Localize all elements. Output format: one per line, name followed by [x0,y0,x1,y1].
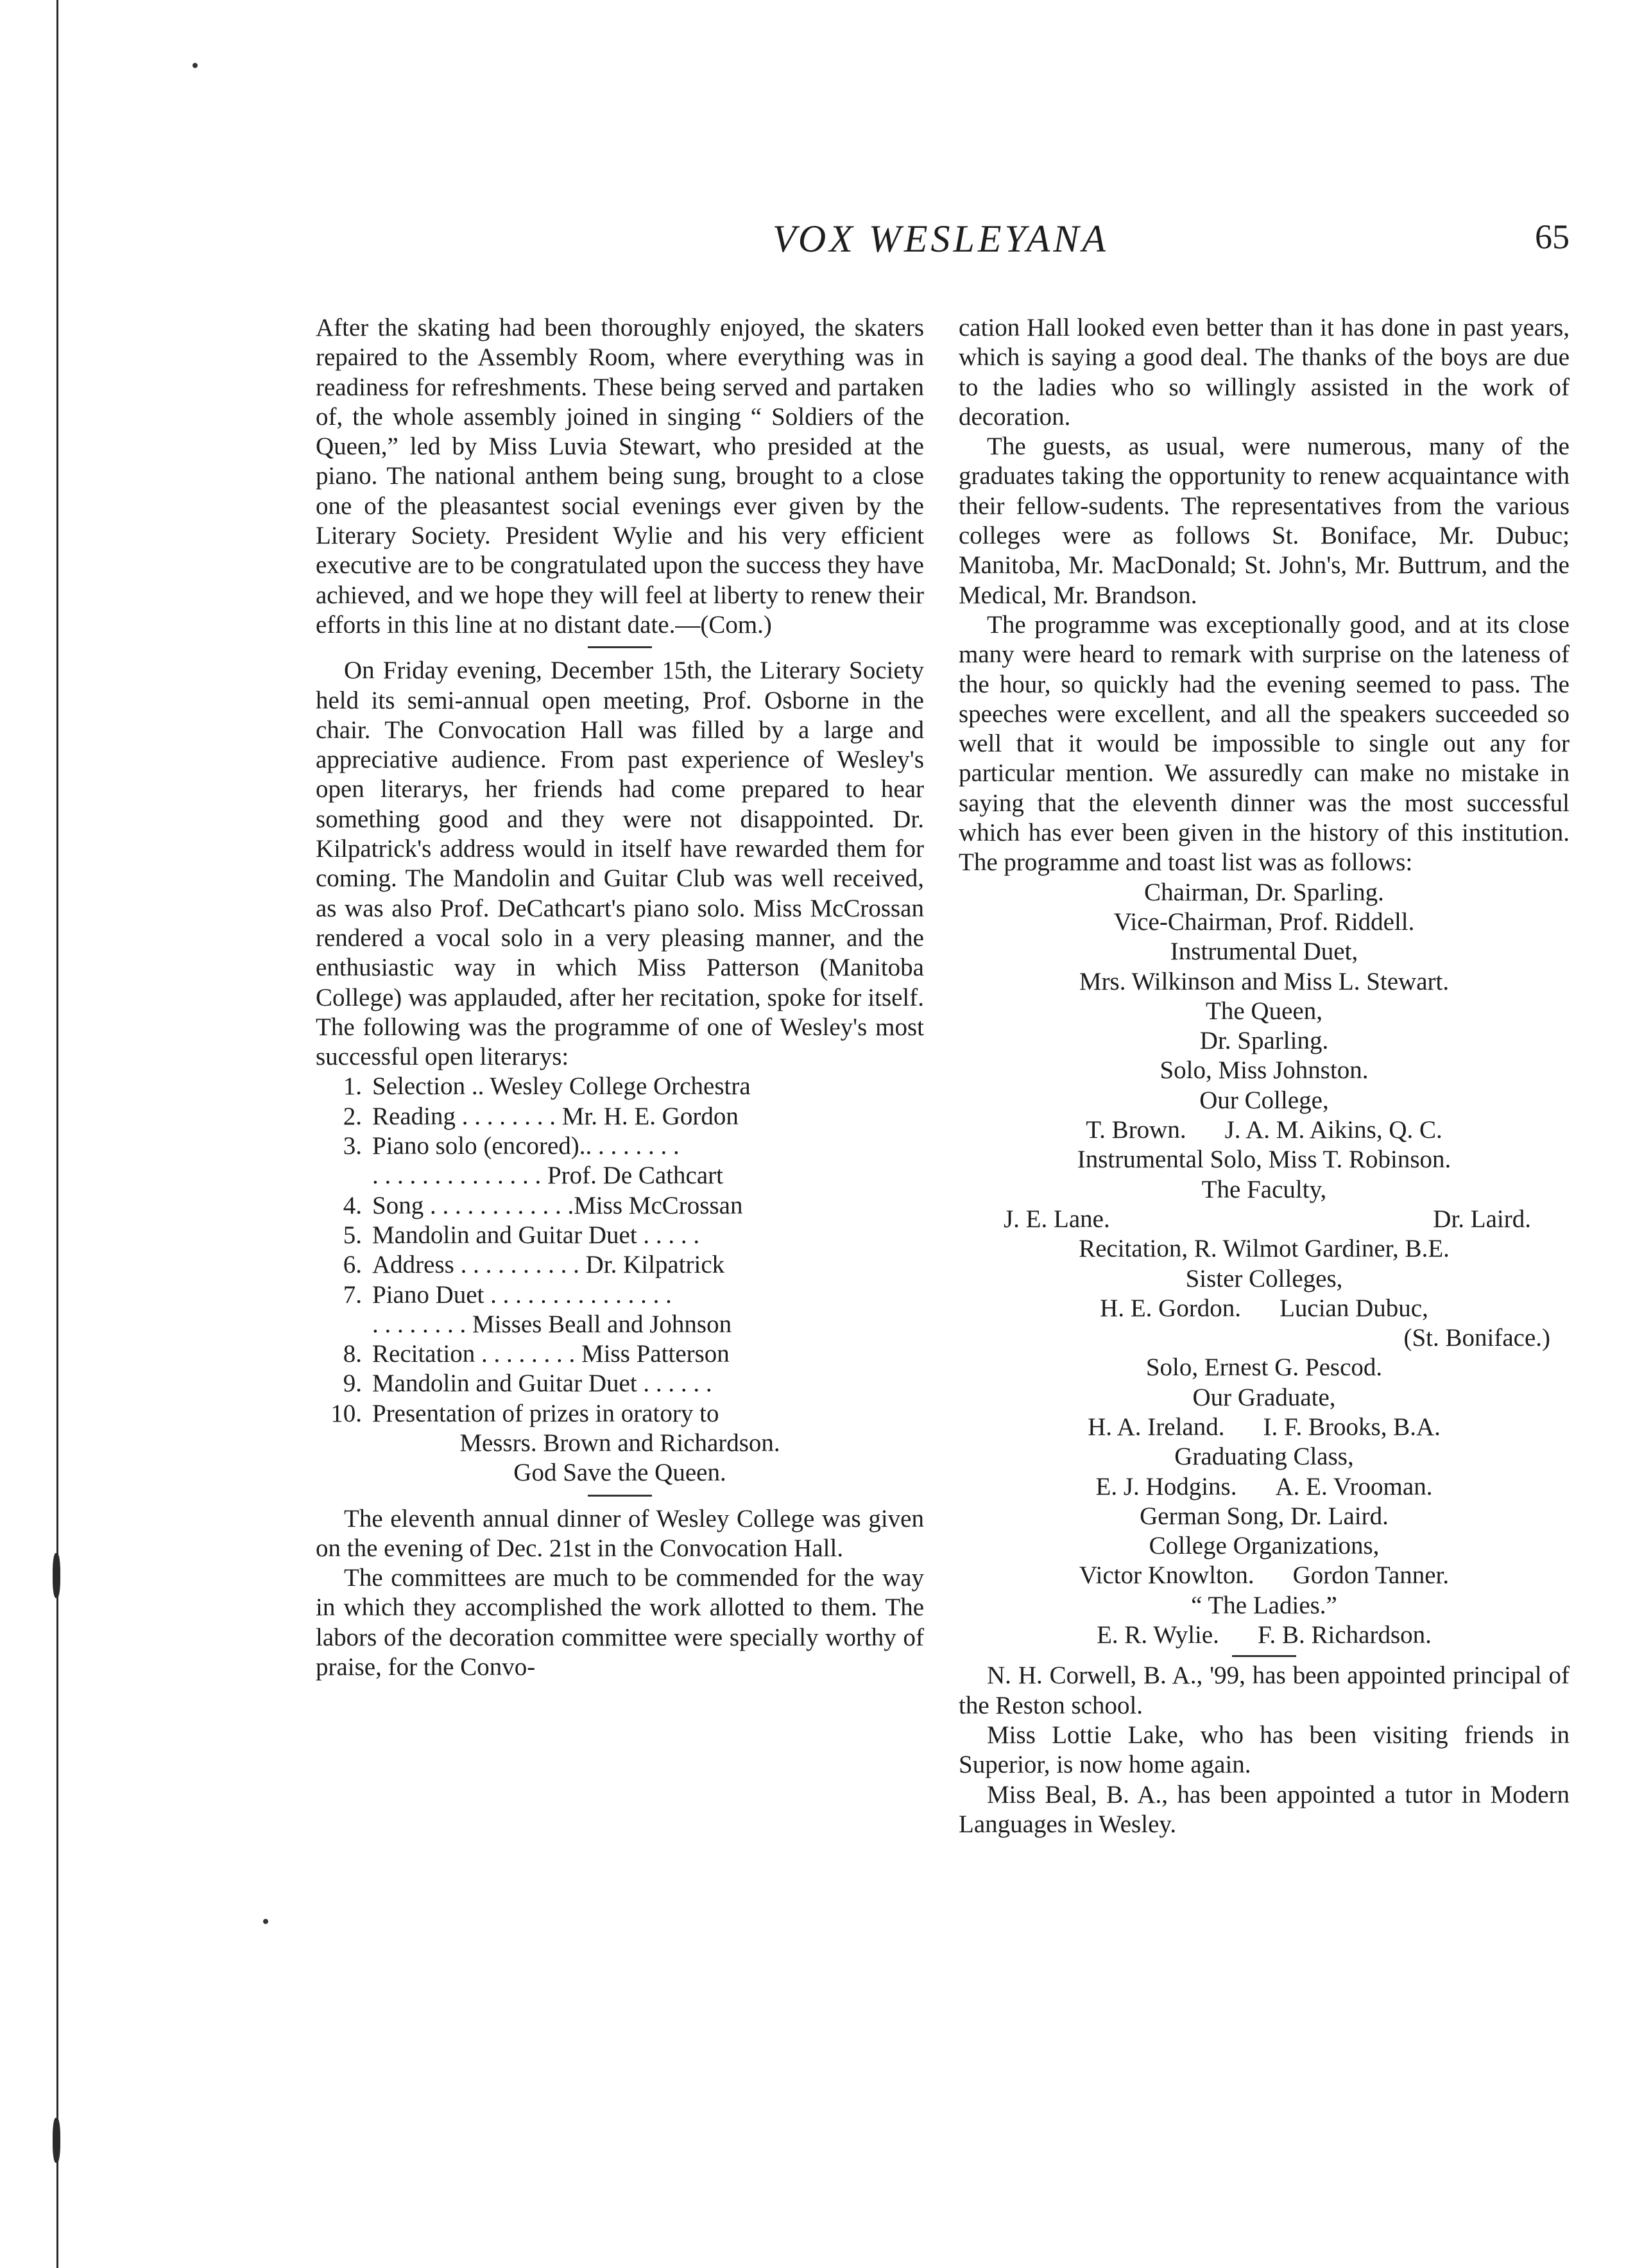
programme-item: 1. Selection .. Wesley College Orchestra [343,1072,751,1101]
toast-line: Instrumental Duet, [1170,938,1358,966]
toast-line: The Queen, [1206,997,1322,1025]
toast-line: The Faculty, [1201,1175,1327,1203]
programme-item: 6. Address . . . . . . . . . . Dr. Kilpatrick [343,1251,725,1279]
speck [263,1919,268,1924]
toast-responders: T. Brown. J. A. M. Aikins, Q. C. [1086,1116,1442,1144]
toast-line: (St. Boniface.) [1403,1324,1550,1352]
toast-line: Solo, Miss Johnston. [1160,1056,1369,1085]
toast-responders: E. R. Wylie. F. B. Richardson. [1097,1621,1432,1649]
toast-responders: E. J. Hodgins. A. E. Vrooman. [1095,1472,1433,1500]
section-rule [588,646,652,648]
toast-line: Vice-Chairman, Prof. Riddell. [1113,907,1415,936]
news-note: Miss Lottie Lake, who has been visiting friends in Superior, is now home again. [959,1721,1570,1779]
paragraph: The guests, as usual, were numerous, many of the graduates taking the opportunity to renew acquaintance with their fellow-sudents. The representatives from the various colleges were as follows St. Boniface, Mr. Dubuc; Manitoba, Mr. MacDonald; St. John's, Mr. Buttrum, and the Medical, Mr. Brandson. [959,433,1570,609]
programme-item: 9. Mandolin and Guitar Duet . . . . . . [343,1370,712,1398]
toast-responders: Victor Knowlton. Gordon Tanner. [1079,1561,1450,1590]
programme-item: 7. Piano Duet . . . . . . . . . . . . . . . [343,1280,672,1309]
left-column [316,313,924,1682]
running-title: VOX WESLEYANA [773,218,1109,260]
toast-line: Dr. Sparling. [1199,1027,1329,1055]
toast-responders: H. A. Ireland. I. F. Brooks, B.A. [1088,1413,1441,1441]
programme-continuation: Messrs. Brown and Richardson. [459,1429,780,1457]
toast-line: Sister Colleges, [1185,1264,1343,1293]
speck [193,63,198,68]
toast-line: “ The Ladies.” [1191,1591,1337,1619]
toast-line: Recitation, R. Wilmot Gardiner, B.E. [1079,1235,1450,1263]
programme-item: . . . . . . . . Misses Beall and Johnson [372,1310,732,1338]
programme-item: 10. Presentation of prizes in oratory to [330,1399,719,1427]
right-column [959,313,1570,1839]
programme-item: 3. Piano solo (encored).. . . . . . . . [343,1132,680,1160]
paragraph: After the skating had been thoroughly enjoyed, the skaters repaired to the Assembly Room, where everything was in readiness for refreshments. These being served and partaken of, the whole assembly joined in singing “ Soldiers of the Queen,” led by Miss Luvia Stewart, who presided at the piano. The national anthem being sung, brought to a close one of the pleasantest social evenings ever given by the Literary Society. President Wylie and his very efficient executive are to be congratulated upon the success they have achieved, and we hope they will feel at liberty to renew their efforts in this line at no distant date.—(Com.) [316,314,924,639]
toast-line: Instrumental Solo, Miss T. Robinson. [1077,1146,1451,1174]
page-number: 65 [1535,218,1570,256]
binding-mark [53,2118,60,2163]
toast-line: College Organizations, [1149,1532,1380,1560]
toast-line: Chairman, Dr. Sparling. [1144,878,1384,906]
toast-line: Our College, [1199,1086,1329,1114]
programme-item: 5. Mandolin and Guitar Duet . . . . . [343,1221,700,1249]
paragraph: The programme was exceptionally good, and at its close many were heard to remark with surprise on the lateness of the hour, so quickly had the evening seemed to pass. The speeches were excellent, and all the speakers succeeded so well that it would be impossible to single out any for particular mention. We assuredly can make no mistake in saying that the eleventh dinner was the most successful which has ever been given in the history of this institution. The programme and toast list was as follows: [959,610,1570,877]
programme-item: . . . . . . . . . . . . . . Prof. De Cathcart [372,1162,723,1190]
programme-item: 8. Recitation . . . . . . . . Miss Patterson [343,1340,730,1368]
page-header [312,210,1570,268]
news-note: N. H. Corwell, B. A., '99, has been appointed principal of the Reston school. [959,1662,1570,1719]
binding-edge [56,0,58,2268]
programme-item: 2. Reading . . . . . . . . Mr. H. E. Gordon [343,1102,739,1130]
toast-responders: H. E. Gordon. Lucian Dubuc, [1100,1294,1428,1322]
toast-line: Solo, Ernest G. Pescod. [1145,1353,1383,1382]
section-rule [1232,1655,1296,1657]
toast-line: German Song, Dr. Laird. [1140,1502,1389,1530]
toast-responders: J. E. Lane. Dr. Laird. [1004,1205,1531,1233]
toast-line: Mrs. Wilkinson and Miss L. Stewart. [1079,967,1450,995]
programme-close: God Save the Queen. [513,1459,726,1487]
news-note: Miss Beal, B. A., has been appointed a tutor in Modern Languages in Wesley. [959,1780,1570,1838]
section-rule [588,1495,652,1497]
binding-mark [53,1553,60,1598]
paragraph: The committees are much to be commended for the way in which they accomplished the work allotted to them. The labors of the decoration committee were specially worthy of praise, for the Convo- [316,1564,924,1681]
toast-line: Our Graduate, [1192,1383,1336,1411]
programme-list [316,1072,924,1429]
programme-item: 4. Song . . . . . . . . . . . .Miss McCrossan [343,1191,743,1219]
paragraph: cation Hall looked even better than it has done in past years, which is saying a good deal. The thanks of the boys are due to the ladies who so willingly assisted in the work of decoration. [959,314,1570,431]
paragraph: On Friday evening, December 15th, the Literary Society held its semi-annual open meeting, Prof. Osborne in the chair. The Convocation Hall was filled by a large and appreciative audience. From past experience of Wesley's open literarys, her friends had come prepared to hear something good and they were not disappointed. Dr. Kilpatrick's address would in itself have rewarded them for coming. The Mandolin and Guitar Club was well received, as was also Prof. DeCathcart's piano solo. Miss McCrossan rendered a vocal solo in a very pleasing manner, and the enthusiastic way in which Miss Patterson (Manitoba College) was applauded, after her recitation, spoke for itself. The following was the programme of one of Wesley's most successful open literarys: [316,657,924,1071]
toast-line: Graduating Class, [1174,1443,1354,1471]
paragraph: The eleventh annual dinner of Wesley College was given on the evening of Dec. 21st in the Convocation Hall. [316,1504,924,1562]
toast-list [959,878,1570,1651]
